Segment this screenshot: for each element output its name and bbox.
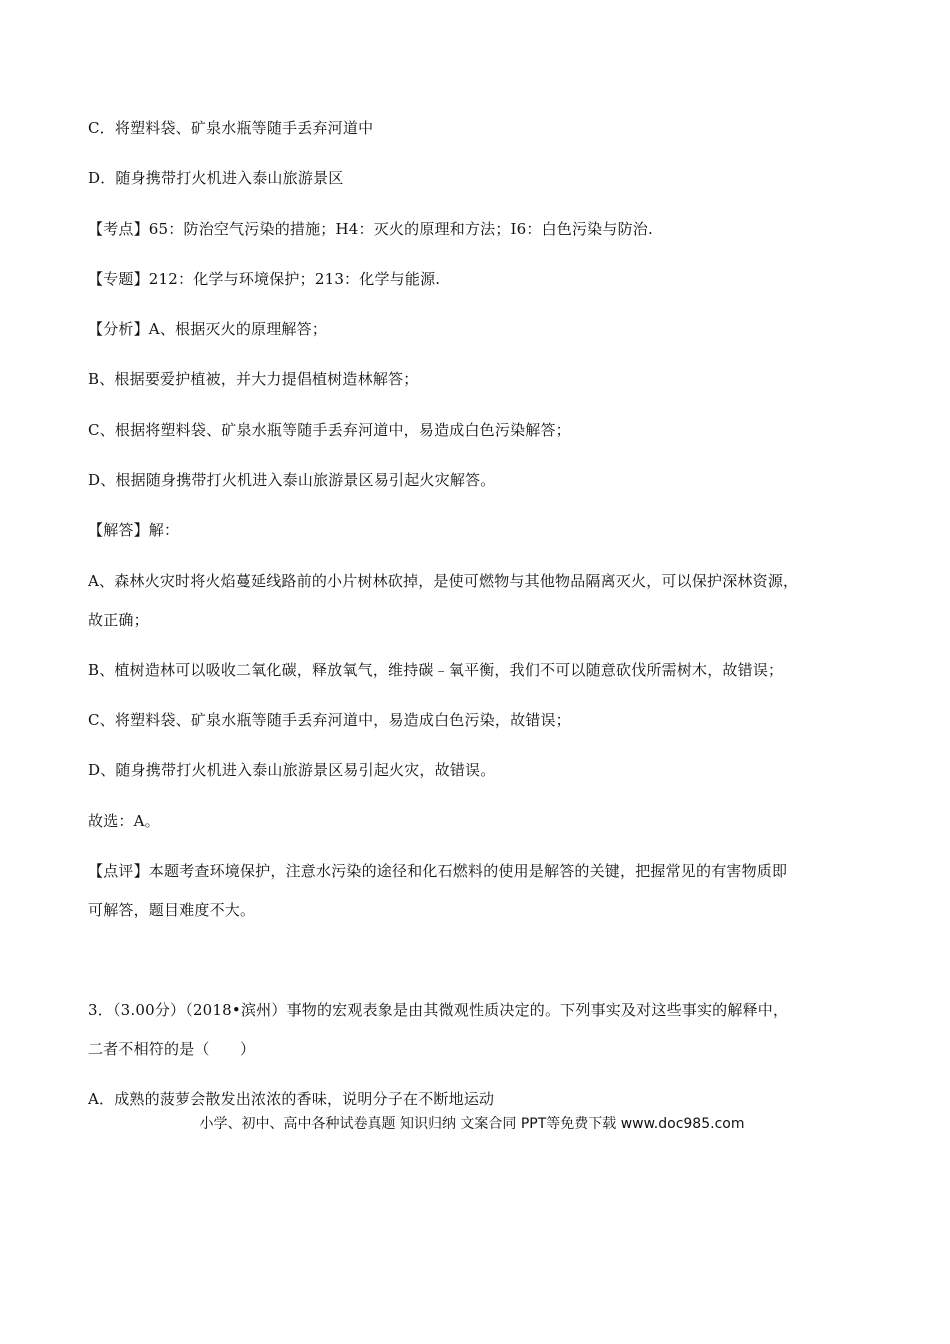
question-3-option-a-line: A．成熟的菠萝会散发出浓浓的香味，说明分子在不断地运动 <box>88 1090 495 1108</box>
jieda-d-line: D、随身携带打火机进入泰山旅游景区易引起火灾，故错误。 <box>88 761 496 779</box>
fenxi-b-line: B、根据要爱护植被，并大力提倡植树造林解答； <box>88 370 419 388</box>
kaodian-line: 【考点】65：防治空气污染的措施；H4：灭火的原理和方法；I6：白色污染与防治. <box>88 220 653 238</box>
dianping-line: 【点评】本题考查环境保护，注意水污染的途径和化石燃料的使用是解答的关键，把握常见的有害物质即 <box>88 862 788 880</box>
jieda-a-cont-line: 故正确； <box>88 611 149 629</box>
jieda-line: 【解答】解： <box>88 521 180 539</box>
jieda-a-line: A、森林火灾时将火焰蔓延线路前的小片树林砍掉，是使可燃物与其他物品隔离灭火，可以保护深林资源， <box>88 572 799 590</box>
footer-text: 小学、初中、高中各种试卷真题 知识归纳 文案合同 PPT等免费下载 www.doc985.com <box>199 1116 745 1132</box>
answer-line: 故选：A。 <box>88 812 160 830</box>
dianping-cont-line: 可解答，题目难度不大。 <box>88 901 256 919</box>
option-c-line: C．将塑料袋、矿泉水瓶等随手丢弃河道中 <box>88 119 374 137</box>
jieda-c-line: C、将塑料袋、矿泉水瓶等随手丢弃河道中，易造成白色污染，故错误； <box>88 711 571 729</box>
jieda-b-line: B、植树造林可以吸收二氧化碳，释放氧气，维持碳﹣氧平衡，我们不可以随意砍伐所需树木，故错误； <box>88 661 784 679</box>
fenxi-c-line: C、根据将塑料袋、矿泉水瓶等随手丢弃河道中，易造成白色污染解答； <box>88 421 571 439</box>
question-3-line: 3．（3.00分）（2018•滨州）事物的宏观表象是由其微观性质决定的。下列事实及对这些事实的解释中， <box>88 1001 789 1019</box>
fenxi-d-line: D、根据随身携带打火机进入泰山旅游景区易引起火灾解答。 <box>88 471 496 489</box>
zhuanti-line: 【专题】212：化学与环境保护；213：化学与能源. <box>88 270 441 288</box>
page-footer <box>0 1114 950 1134</box>
question-3-cont-line: 二者不相符的是（ ） <box>88 1040 256 1058</box>
fenxi-line: 【分析】A、根据灭火的原理解答； <box>88 320 328 338</box>
option-d-line: D．随身携带打火机进入泰山旅游景区 <box>88 169 344 187</box>
